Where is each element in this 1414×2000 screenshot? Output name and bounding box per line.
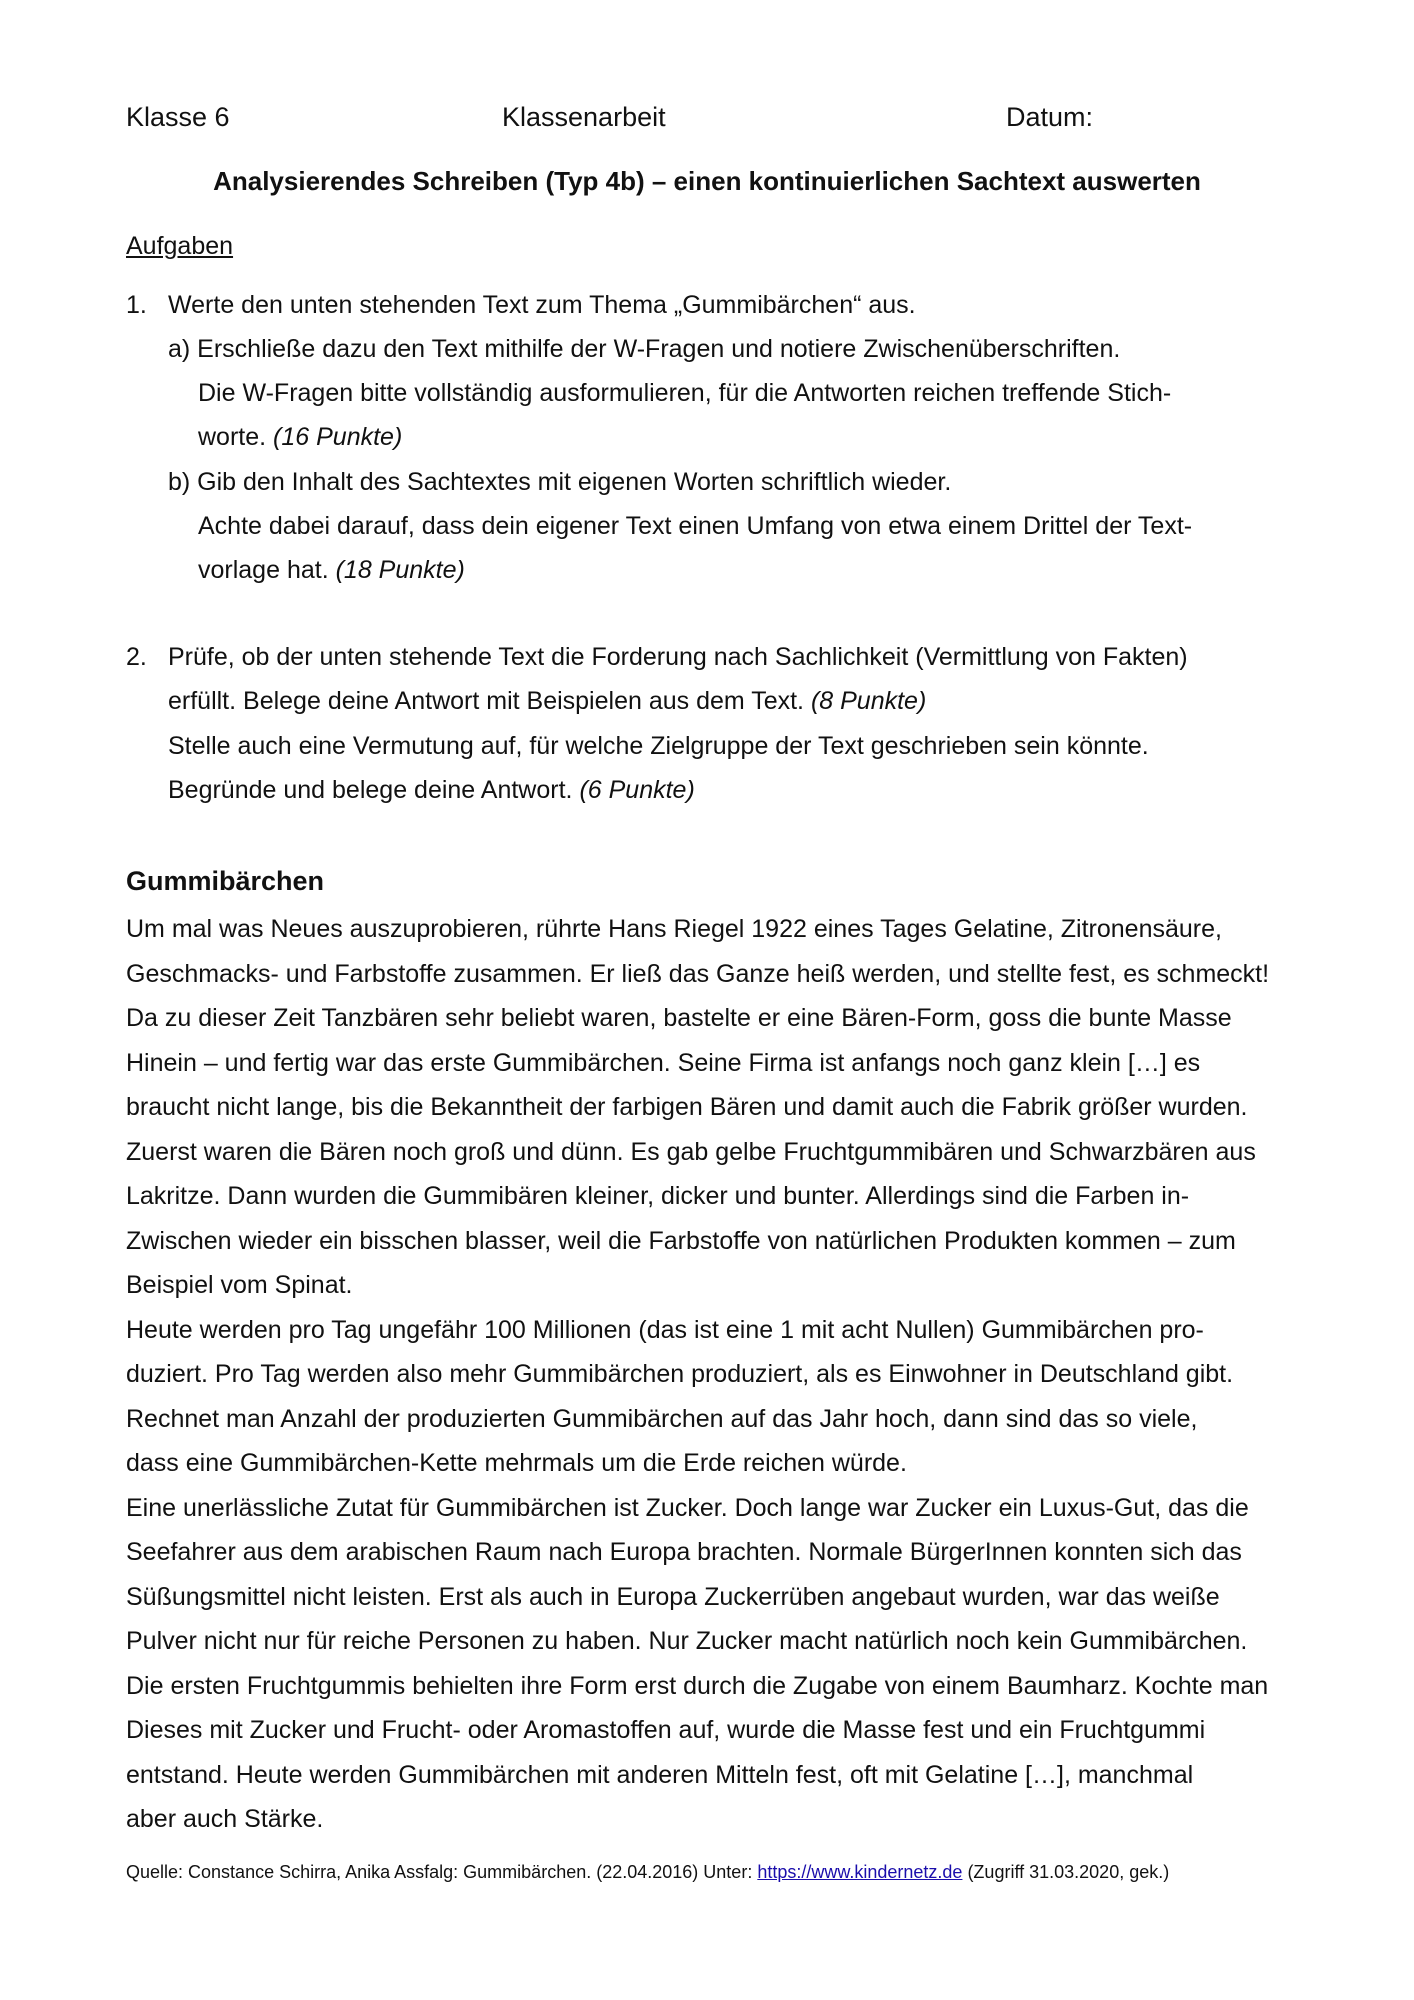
task1-number: 1. [126,291,147,319]
source-prefix: Quelle: Constance Schirra, Anika Assfalg: Gummibärchen. (22.04.2016) Unter: [126,1862,758,1882]
text-line: Pulver nicht nur für reiche Personen zu haben. Nur Zucker macht natürlich noch kein Gummibärchen. [126,1627,1248,1655]
task2-points-a: (8 Punkte) [810,687,927,715]
task1a-line2: Die W-Fragen bitte vollständig ausformulieren, für die Antworten reichen treffende Stich- [198,379,1172,407]
text-line: Hinein – und fertig war das erste Gummibärchen. Seine Firma ist anfangs noch ganz klein […] es [126,1048,1201,1077]
text-line: Heute werden pro Tag ungefähr 100 Millionen (das ist eine 1 mit acht Nullen) Gummibärchen pro- [126,1315,1204,1344]
text-line: Geschmacks- und Farbstoffe zusammen. Er ließ das Ganze heiß werden, und stellte fest, es schmeckt! [126,959,1270,988]
class-label: Klasse 6 [126,102,230,132]
task2-line1: Prüfe, ob der unten stehende Text die Forderung nach Sachlichkeit (Vermittlung von Fakten) [168,643,1188,671]
text-line: entstand. Heute werden Gummibärchen mit anderen Mitteln fest, oft mit Gelatine […], manchmal [126,1760,1194,1789]
text-line: Zwischen wieder ein bisschen blasser, weil die Farbstoffe von natürlichen Produkten kommen – zum [126,1226,1236,1255]
text-line: Zuerst waren die Bären noch groß und dünn. Es gab gelbe Fruchtgummibären und Schwarzbären aus [126,1137,1256,1166]
task2-number: 2. [126,643,147,671]
task1b-line2: Achte dabei darauf, dass dein eigener Text einen Umfang von etwa einem Drittel der Text- [198,512,1193,540]
text-line: Dieses mit Zucker und Frucht- oder Aromastoffen auf, wurde die Masse fest und ein Fruchtgummi [126,1716,1206,1744]
date-label: Datum: [1006,102,1094,132]
page-title: Analysierendes Schreiben (Typ 4b) – einen kontinuierlichen Sachtext auswerten [213,166,1201,196]
task2-line2 [168,685,926,717]
task2-line3: Stelle auch eine Vermutung auf, für welche Zielgruppe der Text geschrieben sein könnte. [168,732,1149,760]
text-line: Seefahrer aus dem arabischen Raum nach Europa brachten. Normale BürgerInnen konnten sich das [126,1538,1242,1566]
text-line: duziert. Pro Tag werden also mehr Gummibärchen produziert, als es Einwohner in Deutschland gibt. [126,1360,1234,1388]
task1b-points: (18 Punkte) [335,556,465,584]
text-line: Süßungsmittel nicht leisten. Erst als auch in Europa Zuckerrüben angebaut wurden, war das weiße [126,1582,1220,1611]
text-line: Die ersten Fruchtgummis behielten ihre Form erst durch die Zugabe von einem Baumharz. Kochte man [126,1671,1269,1700]
tasks-heading: Aufgaben [126,232,234,260]
article-text [126,907,1269,1842]
source-citation [126,1862,1169,1883]
text-line: Beispiel vom Spinat. [126,1271,353,1299]
task1b-line1: b) Gib den Inhalt des Sachtextes mit eigenen Worten schriftlich wieder. [168,468,952,496]
text-title: Gummibärchen [126,866,325,896]
task2-line2-text: erfüllt. Belege deine Antwort mit Beispielen aus dem Text. [168,687,811,715]
task1a-line3-text: worte. [198,423,274,451]
task2-line4-text: Begründe und belege deine Antwort. [168,776,580,804]
task2-points-b: (6 Punkte) [579,776,695,804]
text-line: aber auch Stärke. [126,1805,324,1833]
task1b-line3-text: vorlage hat. [198,556,336,584]
task2-line4 [168,774,695,806]
task1-intro: Werte den unten stehenden Text zum Thema „Gummibärchen“ aus. [168,291,916,319]
source-suffix: (Zugriff 31.03.2020, gek.) [962,1862,1170,1882]
text-line: Lakritze. Dann wurden die Gummibären kleiner, dicker und bunter. Allerdings sind die Farben in- [126,1182,1190,1210]
task1b-line3 [198,554,465,586]
text-line: Rechnet man Anzahl der produzierten Gummibärchen auf das Jahr hoch, dann sind das so viele, [126,1404,1198,1433]
text-line: Da zu dieser Zeit Tanzbären sehr beliebt waren, bastelte er eine Bären-Form, goss die bunte Masse [126,1004,1232,1032]
task1a-points: (16 Punkte) [273,423,403,451]
header-row [126,102,1288,136]
task1a-line3 [198,421,402,453]
task1a-line1: a) Erschließe dazu den Text mithilfe der W-Fragen und notiere Zwischenüberschriften. [168,335,1121,363]
source-link[interactable]: https://www.kindernetz.de [757,1862,963,1882]
text-line: dass eine Gummibärchen-Kette mehrmals um die Erde reichen würde. [126,1449,907,1477]
text-line: Um mal was Neues auszuprobieren, rührte Hans Riegel 1922 eines Tages Gelatine, Zitronensäure, [126,915,1222,943]
test-type-label: Klassenarbeit [502,102,666,132]
text-line: braucht nicht lange, bis die Bekanntheit der farbigen Bären und damit auch die Fabrik größer wurden. [126,1093,1248,1121]
text-line: Eine unerlässliche Zutat für Gummibärchen ist Zucker. Doch lange war Zucker ein Luxus-Gut, das die [126,1493,1249,1522]
